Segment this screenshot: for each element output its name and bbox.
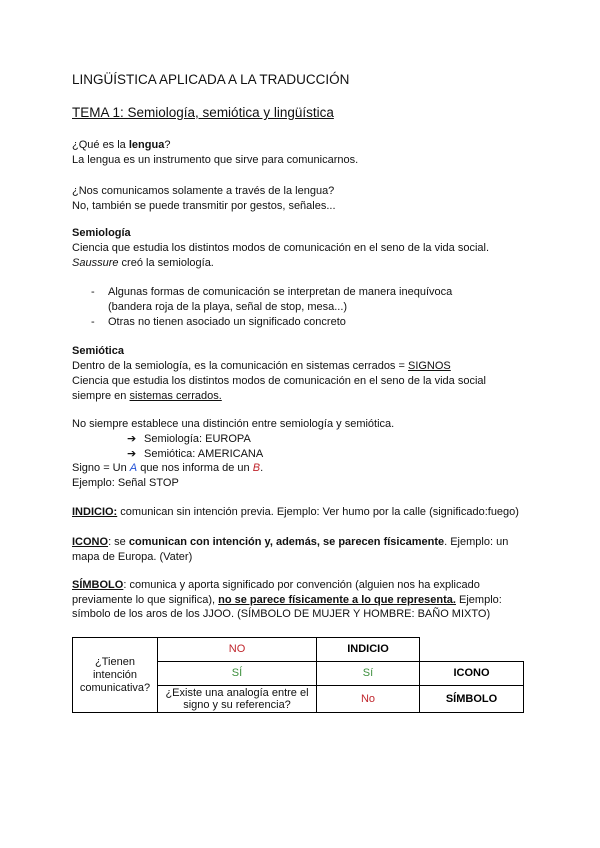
semiotica-line-2: Ciencia que estudia los distintos modos de comunicación en el seno de la vida social	[72, 375, 486, 387]
bullet-2-line-1: Otras no tienen asociado un significado concreto	[108, 316, 346, 328]
author-text: creó la semiología.	[118, 257, 214, 269]
semiologia-author	[72, 256, 214, 270]
signo-text: que nos informa de un	[137, 462, 253, 474]
signos-term: SIGNOS	[407, 360, 451, 372]
simbolo-term: SÍMBOLO	[72, 579, 124, 591]
cell-no-analogia: No	[317, 686, 420, 713]
semiotica-heading: Semiótica	[72, 345, 124, 357]
bullet-dash: -	[91, 286, 95, 298]
icono-text: : se	[108, 536, 129, 548]
simbolo-text: Ejemplo:	[455, 594, 502, 606]
author-name: Saussure	[72, 257, 119, 269]
icono-line-1	[72, 535, 508, 549]
cell-icono: ICONO	[420, 662, 524, 686]
question-mark: ?	[164, 139, 171, 151]
semiotica-line-1	[72, 359, 451, 373]
signo-period: .	[260, 462, 264, 474]
indicio-term: INDICIO:	[72, 506, 118, 518]
intencion-question-cell: ¿Tienen intención comunicativa?	[73, 638, 158, 713]
simbolo-bold-text: no se parece físicamente a lo que representa.	[218, 594, 456, 606]
simbolo-text: : comunica y aporta significado por convención (alguien nos ha explicado	[123, 579, 480, 591]
icono-bold-text: comunican con intención y, además, se parecen físicamente	[128, 536, 445, 548]
document-title: LINGÜÍSTICA APLICADA A LA TRADUCCIÓN	[72, 72, 350, 87]
bullet-dash: -	[91, 316, 95, 328]
cell-si: SÍ	[158, 662, 317, 686]
bullet-1-line-1: Algunas formas de comunicación se interpretan de manera inequívoca	[108, 286, 453, 298]
semiotica-line-3	[72, 389, 222, 403]
cell-simbolo: SÍMBOLO	[420, 686, 524, 713]
question-lengua	[72, 138, 170, 152]
signo-a: A	[129, 462, 138, 474]
semiologia-europa: Semiología: EUROPA	[144, 433, 251, 445]
icono-term: ICONO	[72, 536, 109, 548]
topic-title: TEMA 1: Semiología, semiótica y lingüística	[72, 105, 334, 120]
simbolo-line-1	[72, 578, 480, 592]
sistemas-cerrados-term: sistemas cerrados.	[129, 390, 222, 402]
signo-text: Signo = Un	[72, 462, 130, 474]
cell-indicio: INDICIO	[317, 638, 420, 662]
simbolo-line-2	[72, 593, 502, 607]
semiologia-heading: Semiología	[72, 227, 131, 239]
ejemplo-stop: Ejemplo: Señal STOP	[72, 477, 179, 489]
bullet-1-line-2: (bandera roja de la playa, señal de stop, mesa...)	[108, 301, 348, 313]
indicio-text: comunican sin intención previa. Ejemplo: Ver humo por la calle (significado:fuego)	[117, 506, 519, 518]
semiotica-text: siempre en	[72, 390, 130, 402]
empty-cell	[420, 638, 524, 662]
semiotica-text: Dentro de la semiología, es la comunicación en sistemas cerrados =	[72, 360, 408, 372]
cell-si-analogia: Sí	[317, 662, 420, 686]
simbolo-text: previamente lo que significa),	[72, 594, 219, 606]
indicio-paragraph	[72, 505, 519, 519]
simbolo-line-3: símbolo de los aros de los JJOO. (SÍMBOLO DE MUJER Y HOMBRE: BAÑO MIXTO)	[72, 608, 491, 620]
question-bold-term: lengua	[128, 139, 165, 151]
icono-line-2: mapa de Europa. (Vater)	[72, 551, 193, 563]
cell-no: NO	[158, 638, 317, 662]
answer-comunicacion: No, también se puede transmitir por gestos, señales...	[72, 200, 336, 212]
arrow-right-icon: ➔	[127, 448, 137, 460]
distincion-intro: No siempre establece una distinción entre semiología y semiótica.	[72, 418, 395, 430]
semiologia-definition: Ciencia que estudia los distintos modos de comunicación en el seno de la vida social.	[72, 242, 490, 254]
arrow-right-icon: ➔	[127, 433, 137, 445]
classification-table	[72, 637, 524, 713]
question-comunicacion: ¿Nos comunicamos solamente a través de la lengua?	[72, 185, 335, 197]
question-text: ¿Qué es la	[72, 139, 129, 151]
signo-definition	[72, 461, 263, 475]
analogia-question-cell: ¿Existe una analogía entre el signo y su referencia?	[158, 686, 317, 713]
signo-b: B	[252, 462, 261, 474]
icono-text: . Ejemplo: un	[444, 536, 509, 548]
answer-lengua: La lengua es un instrumento que sirve para comunicarnos.	[72, 154, 359, 166]
semiotica-americana: Semiótica: AMERICANA	[144, 448, 264, 460]
